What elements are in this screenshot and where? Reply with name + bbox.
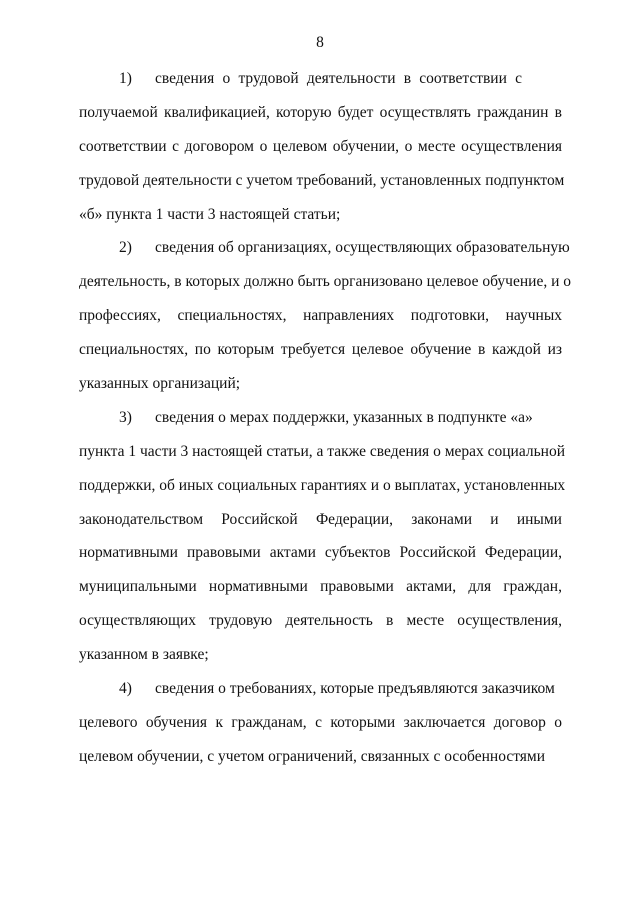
- line-text: указанном в заявке;: [79, 646, 209, 664]
- line-text: сведения о мерах поддержки, указанных в подпункте «а»: [155, 408, 533, 426]
- word: деятельности: [306, 70, 396, 87]
- line-text: целевого обучения к гражданам, с которыми заключается договор о: [79, 713, 562, 731]
- list-item-number: 4): [119, 680, 132, 698]
- word: Российской: [221, 510, 298, 528]
- line-text: специальностях, по которым требуется целевое обучение в каждой из: [79, 341, 562, 359]
- list-item: [79, 401, 566, 672]
- text-line: [79, 638, 562, 672]
- line-text: пункта 1 части 3 настоящей статьи, а также сведения о мерах социальной: [79, 442, 566, 460]
- text-line: [79, 401, 562, 435]
- word: Федерации,: [315, 510, 394, 528]
- text-line: [79, 503, 562, 537]
- line-text: сведения о требованиях, которые предъявляются заказчиком: [155, 680, 555, 698]
- word: подготовки,: [410, 307, 490, 325]
- word: деятельность: [285, 612, 373, 630]
- document-body: [79, 62, 571, 774]
- word: соответствии: [419, 70, 507, 87]
- word: научных: [505, 307, 562, 325]
- text-line: [79, 231, 570, 265]
- word: в: [403, 70, 412, 87]
- text-line: [79, 469, 566, 503]
- word: законодательством: [79, 510, 204, 528]
- word: осуществления,: [457, 612, 562, 630]
- word: законами: [411, 510, 473, 528]
- line-text: целевом обучении, с учетом ограничений, связанных с особенностями: [79, 747, 546, 765]
- list-item: [79, 672, 562, 774]
- list-item: [79, 231, 571, 400]
- text-line: [79, 706, 562, 740]
- word: специальностях,: [177, 307, 287, 325]
- word: трудовой: [238, 70, 299, 87]
- word: актами,: [406, 578, 457, 596]
- page-number: 8: [316, 34, 324, 51]
- line-text: поддержки, об иных социальных гарантиях и о выплатах, установленных: [79, 476, 566, 494]
- list-item-number: 3): [119, 408, 132, 426]
- line-text: сведения об организациях, осуществляющих образовательную: [155, 239, 570, 257]
- text-line: [79, 198, 562, 232]
- word: и: [490, 510, 499, 528]
- text-line: [79, 570, 562, 604]
- line-text: деятельность, в которых должно быть организовано целевое обучение, и о: [79, 273, 571, 291]
- word: в: [386, 612, 394, 630]
- text-line: [79, 62, 562, 96]
- list-item-number: 1): [119, 70, 132, 87]
- text-line: [79, 299, 562, 333]
- word: для: [468, 578, 492, 596]
- line-text: соответствии с договором о целевом обучении, о месте осуществления: [79, 137, 562, 155]
- text-line: [79, 96, 562, 130]
- line-text: трудовой деятельности с учетом требований, установленных подпунктом: [79, 171, 565, 189]
- text-line: [79, 536, 562, 570]
- text-line: [79, 265, 571, 299]
- text-line: [79, 164, 565, 198]
- line-text: указанных организаций;: [79, 375, 241, 393]
- text-line: [79, 672, 562, 706]
- text-line: [79, 604, 562, 638]
- word: осуществляющих: [79, 612, 196, 630]
- word: правовыми: [320, 578, 394, 596]
- text-line: [79, 333, 562, 367]
- line-text: получаемой квалификацией, которую будет осуществлять гражданин в: [79, 103, 562, 121]
- word: с: [515, 70, 522, 87]
- list-item-number: 2): [119, 239, 132, 257]
- word: граждан,: [503, 578, 562, 596]
- word: направлениях: [303, 307, 395, 325]
- word: сведения: [155, 70, 215, 87]
- word: профессиях,: [79, 307, 161, 325]
- word: муниципальными: [79, 578, 197, 596]
- word: нормативными: [208, 578, 308, 596]
- text-line: [79, 130, 562, 164]
- text-line: [79, 367, 562, 401]
- list-item: [79, 62, 565, 231]
- word: месте: [406, 612, 445, 630]
- word: о: [222, 70, 231, 87]
- word: трудовую: [209, 612, 273, 630]
- word: иными: [516, 510, 562, 528]
- line-text: нормативными правовыми актами субъектов Российской Федерации,: [79, 544, 562, 562]
- text-line: [79, 435, 566, 469]
- text-line: [79, 740, 562, 774]
- line-text: «б» пункта 1 части 3 настоящей статьи;: [79, 205, 341, 223]
